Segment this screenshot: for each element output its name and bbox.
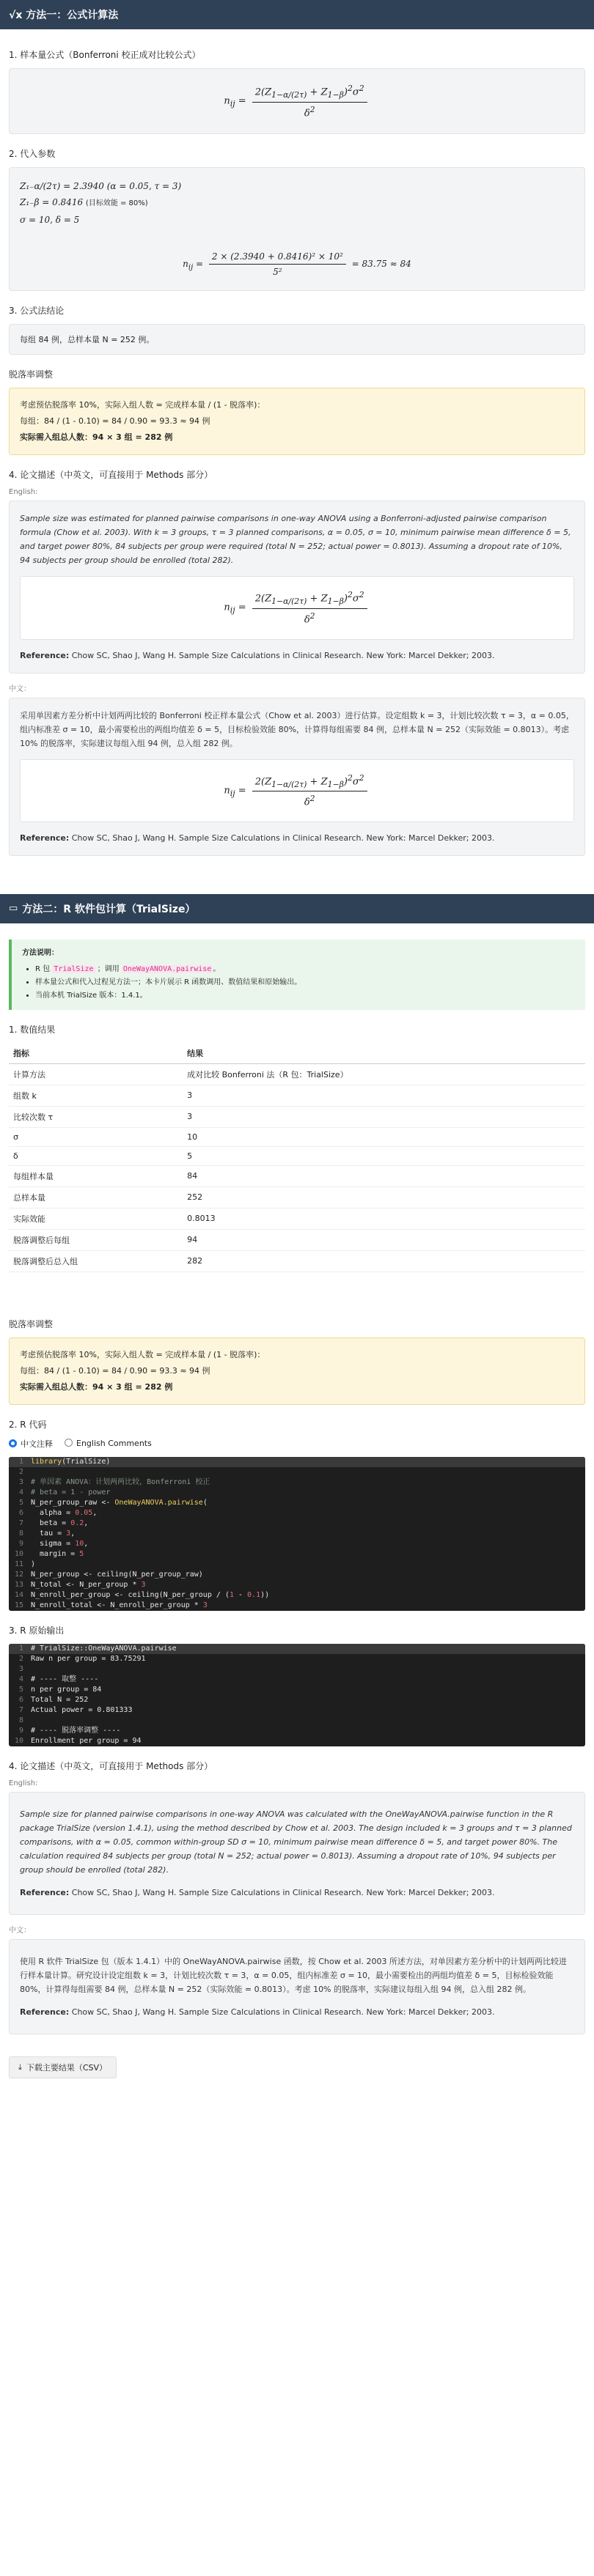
method2-header [0,894,594,923]
dropout-line-1: 考虑预估脱落率 10%，实际入组人数 = 完成样本量 / (1 - 脱落率)： [20,400,265,410]
dropout2-line-1: 考虑预估脱落率 10%，实际入组人数 = 完成样本量 / (1 - 脱落率)： [20,1349,265,1359]
formula-equation: $n_{ij}$ = $\frac{2(Z_{1-\alpha/(2\tau)} + Z_{1-\beta})^2\sigma^2}{\delta^2}$ [20,84,574,119]
cn-formula: $n_{ij}$ = $\frac{2(Z_{1-\alpha/(2\tau)} + Z_{1-\beta})^2\sigma^2}{\delta^2}$ [20,759,574,822]
en-text: Sample size was estimated for planned pairwise comparisons in one-way ANOVA using a Bonferroni-adjusted pairwise comparison formula (Chow et al. 2003). With k = 3 groups, τ = 3 planned comparisons, α = 0.05, σ = 10, minimum pairwise mean difference δ = 5, and target power 80%, 84 subjects per group were required (total N = 252; actual power = 0.8013). Assuming a dropout rate of 10%, 94 subjects per group should be enrolled (total 282). [20,514,571,566]
cn-text: 采用单因素方差分析中计划两两比较的 Bonferroni 校正样本量公式（Chow et al. 2003）进行估算。设定组数 k = 3，计划比较次数 τ = 3，α = 0.05，组内标准差 σ = 10，最小需要检出的两组均值差 δ = 5，目标检验效能 80%，计算得每组需要 84 例，总样本量 N = 252（实际效能 = 0.8013）。考虑 10% 的脱落率，实际建议每组入组 94 例，总入组 282 例。 [20,710,574,748]
cn2-label: 中文： [9,1926,31,1935]
en2-reference: Reference: Chow SC, Shao J, Wang H. Sample Size Calculations in Clinical Research. New York: Marcel Dekker; 2003. [20,1887,495,1897]
dropout2-card [9,1337,585,1405]
params-card [9,167,585,291]
method1-title: √x 方法一：公式计算法 [9,10,119,21]
metric-value: 0.8013 [183,1208,585,1229]
note-item-2: • 样本量公式和代入过程见方法一；本卡片展示 R 函数调用、数值结果和原始输出。 [35,976,575,989]
radio-english[interactable]: English Comments [65,1439,152,1448]
cn-reference: Reference: Chow SC, Shao J, Wang H. Sample Size Calculations in Clinical Research. New York: Marcel Dekker; 2003. [20,833,495,843]
monitor-icon: ▭ [9,903,18,915]
metric-value: 3 [183,1106,585,1127]
metric-value: 10 [183,1127,585,1146]
rcode-title: 2. R 代码 [9,1419,47,1430]
en2-card [9,1792,585,1915]
metric-name: 脱落调整后总入组 [9,1250,183,1272]
method1-section [0,0,594,871]
dropout-card [9,388,585,455]
metric-name: 比较次数 τ [9,1106,183,1127]
dropout2-title: 脱落率调整 [9,1318,54,1329]
radio-chinese[interactable]: 中文注释 [9,1438,53,1450]
param-line-1: Z₁₋α/(2τ) = 2.3940 (α = 0.05, τ = 3) [20,181,182,192]
metric-value: 3 [183,1085,585,1106]
cn2-card [9,1939,585,2034]
calc-equation: $n_{ij}$ = $\frac{\text{2 × (2.3940 + 0.8416)² × 10²}}{\text{5²}}$ = 83.75 ≈ 84 [183,251,411,278]
metric-name: 每组样本量 [9,1165,183,1186]
metric-value: 252 [183,1186,585,1208]
method1-header [0,0,594,29]
formula-title: 1. 样本量公式（Bonferroni 校正成对比较公式） [9,50,201,60]
table-row [9,1146,585,1165]
table-row [9,1186,585,1208]
param-line-3: σ = 10, δ = 5 [20,215,80,226]
note-title: 方法说明： [22,948,59,957]
param-line-2: Z₁₋β = 0.8416 (目标效能 = 80%) [20,197,148,208]
paper2-title: 4. 论文描述（中英文，可直接用于 Methods 部分） [9,1760,213,1771]
results-table [9,1043,585,1272]
en-reference: Reference: Chow SC, Shao J, Wang H. Sample Size Calculations in Clinical Research. New York: Marcel Dekker; 2003. [20,650,495,660]
cn-card [9,698,585,856]
dropout-line-3: 实际需入组总人数：94 × 3 组 = 282 例 [20,432,173,443]
en-formula: $n_{ij}$ = $\frac{2(Z_{1-\alpha/(2\tau)} + Z_{1-\beta})^2\sigma^2}{\delta^2}$ [20,576,574,639]
metric-name: 实际效能 [9,1208,183,1229]
table-row [9,1127,585,1146]
results-title: 1. 数值结果 [9,1024,56,1035]
metric-value: 84 [183,1165,585,1186]
conclusion-title: 3. 公式法结论 [9,306,65,317]
comment-language-toggle [9,1438,585,1450]
metric-name: σ [9,1127,183,1146]
download-label: 下载主要结果（CSV） [26,2062,108,2073]
routput-title: 3. R 原始输出 [9,1625,65,1636]
radio-unselected-icon[interactable] [65,1439,73,1447]
metric-value: 94 [183,1229,585,1250]
method2-title: 方法二：R 软件包计算（TrialSize） [22,903,196,915]
radio-selected-icon[interactable] [9,1439,17,1447]
params-title: 2. 代入参数 [9,149,56,160]
metric-name: δ [9,1146,183,1165]
note-item-1: • R 包 TrialSize ；调用 OneWayANOVA.pairwise 。 [35,963,575,976]
table-row [9,1229,585,1250]
table-row [9,1250,585,1272]
paper-title: 4. 论文描述（中英文，可直接用于 Methods 部分） [9,470,213,481]
formula-card [9,68,585,134]
table-row [9,1063,585,1085]
conclusion-card [9,324,585,355]
download-csv-button[interactable] [9,2056,117,2078]
table-row [9,1165,585,1186]
dropout-title: 脱落率调整 [9,369,54,380]
cn2-text: 使用 R 软件 TrialSize 包（版本 1.4.1）中的 OneWayANOVA.pairwise 函数，按 Chow et al. 2003 所述方法，对单因素方差分析中的计划两两比较进行样本量计算。研究设计设定组数 k = 3，计划比较次数 τ = 3，α = 0.05，组内标准差 σ = 10，最小需要检出的两组均值差 δ = 5，目标检验效能 80%，计算得每组需要 84 例，总样本量 N = 252（实际效能 = 0.8013）。考虑 10% 的脱落率，实际建议每组入组 94 例，总入组 282 例。 [20,1956,567,1994]
en-card [9,501,585,673]
table-row [9,1208,585,1229]
table-header: 指标 [9,1043,183,1064]
metric-name: 脱落调整后每组 [9,1229,183,1250]
conclusion-text: 每组 84 例，总样本量 N = 252 例。 [20,335,155,345]
r-output-block[interactable]: 1 # TrialSize::OneWayANOVA.pairwise 2 Raw n per group = 83.75291 3 4 # ---- 取整 ---- 5 n per group = 84 6 Total N = 252 7 Actual power = 0.801333 8 9 # ---- 脱落率调整 ---- 10 Enrollment per group = 94 [9,1644,585,1746]
metric-value: 成对比较 Bonferroni 法（R 包：TrialSize） [183,1063,585,1085]
note-item-3: • 当前本机 TrialSize 版本：1.4.1。 [35,989,575,1003]
metric-value: 5 [183,1146,585,1165]
r-code-block[interactable]: 1 library(TrialSize) 2 3 # 单因素 ANOVA：计划两两比较，Bonferroni 校正 4 # beta = 1 - power 5 N_per_group_raw <- OneWayANOVA.pairwise( 6 alpha = 0.05, 7 beta = 0.2, 8 tau = 3, 9 sigma = 10, 10 margin = 5 11 ) 12 N_per_group <- ceiling(N_per_group_raw) 13 N_total <- N_per_group * 3 14 N_enroll_per_group <- ceiling(N_per_group / (1 - 0.1)) 15 N_enroll_total <- N_enroll_per_group * 3 [9,1457,585,1611]
metric-name: 总样本量 [9,1186,183,1208]
table-row [9,1085,585,1106]
en2-text: Sample size for planned pairwise comparisons in one-way ANOVA was calculated with the OneWayANOVA.pairwise function in the R package TrialSize (version 1.4.1), using the method described by Chow et al. 2003. The design included k = 3 groups and τ = 3 planned comparisons, with α = 0.05, common within-group SD σ = 10, minimum pairwise mean difference δ = 5, and target power 80%. The calculation required 84 subjects per group (total N = 252; actual power = 0.8013). Assuming a dropout rate of 10%, 94 subjects per group should be enrolled (total 282). [20,1809,572,1875]
cn2-reference: Reference: Chow SC, Shao J, Wang H. Sample Size Calculations in Clinical Research. New York: Marcel Dekker; 2003. [20,2007,495,2017]
download-icon: ⤓ [18,2062,22,2072]
metric-name: 组数 k [9,1085,183,1106]
en2-label: English: [9,1779,38,1787]
metric-name: 计算方法 [9,1063,183,1085]
table-header: 结果 [183,1043,585,1064]
method-note [9,940,585,1010]
en-label: English: [9,488,38,497]
dropout2-line-3: 实际需入组总人数：94 × 3 组 = 282 例 [20,1381,173,1392]
metric-value: 282 [183,1250,585,1272]
dropout2-line-2: 每组：84 / (1 - 0.10) = 84 / 0.90 = 93.3 ≈ 94 例 [20,1365,210,1376]
method2-section [0,894,594,2049]
cn-label: 中文： [9,684,31,693]
table-row [9,1106,585,1127]
dropout-line-2: 每组：84 / (1 - 0.10) = 84 / 0.90 = 93.3 ≈ 94 例 [20,416,210,427]
